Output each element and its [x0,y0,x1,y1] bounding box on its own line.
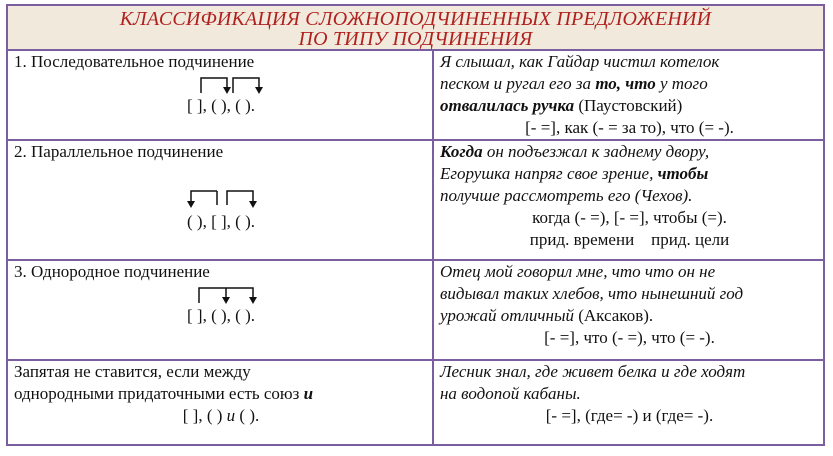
example-formula: [- =], что (- =), что (= -). [544,328,715,347]
example-formula: [- =], как (- = за то), что (= -). [525,118,734,137]
scheme-part: ( ). [235,406,260,425]
conjunction: и [303,384,314,403]
type-scheme: ( ), [ ], ( ). [187,212,255,231]
note-purpose: прид. цели [651,230,730,249]
example-line-1: Отец мой говорил мне, что что он не [440,262,716,281]
note-time: прид. времени [529,230,635,249]
type-name: 2. Параллельное подчинение [14,142,224,161]
type-name: 1. Последовательное подчинение [14,52,255,71]
example-line-3 [440,95,819,117]
example-highlight: чтобы [657,164,709,183]
table-row-homogeneous [8,260,823,360]
example-line-3: получше рассмотреть его (Чехов). [440,186,693,205]
example-line-1: Лесник знал, где живет белка и где ходят [440,362,746,381]
example-formula: [- =], (где= -) и (где= -). [545,406,714,425]
homogeneous-scheme-arrows [171,283,271,305]
example-line-2 [440,73,819,95]
rule-line-1: Запятая не ставится, если между [14,362,251,381]
example-highlight: то, что [595,74,656,93]
table-row-sequential [8,51,823,140]
example-author: (Аксаков). [573,306,654,325]
example-cell [433,140,823,260]
example-line-2 [440,163,819,185]
example-cell [433,360,823,445]
table-row-no-comma [8,360,823,445]
rule-line-2 [14,383,428,405]
type-cell [8,260,433,360]
example-formula: когда (- =), [- =], чтобы (=). [532,208,727,227]
sequential-scheme-arrows [171,73,271,95]
rule-text: однородными придаточными есть союз [14,384,304,403]
example-line-1: Я слышал, как Гайдар чистил котелок [440,52,720,71]
example-notes [440,229,819,251]
example-cell [433,51,823,140]
type-cell [8,140,433,260]
type-cell [8,360,433,445]
type-cell [8,51,433,140]
title-line-2: ПО ТИПУ ПОДЧИНЕНИЯ [298,28,533,50]
title-line-1: КЛАССИФИКАЦИЯ СЛОЖНОПОДЧИНЕННЫХ ПРЕДЛОЖЕНИЙ [119,8,712,30]
scheme-part: [ ], ( ) [182,406,227,425]
example-text: он подъезжал к заднему двору, [482,142,710,161]
scheme-conjunction: и [226,406,236,425]
example-text: у того [655,74,708,93]
table-title [8,6,823,51]
table-row-parallel [8,140,823,260]
example-text: песком и ругал его за [440,74,596,93]
example-text: урожай отличный [440,306,574,325]
types-table [8,51,823,445]
example-line-1 [440,141,819,163]
example-line-2: видывал таких хлебов, что нынешний год [440,284,744,303]
example-text: Егорушка напряг свое зрение, [440,164,658,183]
type-scheme: [ ], ( ), ( ). [187,306,255,325]
type-name: 3. Однородное подчинение [14,262,210,281]
type-scheme: [ ], ( ), ( ). [187,96,255,115]
parallel-scheme-arrows [171,167,271,211]
example-highlight: Когда [440,142,483,161]
example-cell [433,260,823,360]
type-scheme [14,405,428,427]
example-line-2: на водопой кабаны. [440,384,581,403]
example-author: (Паустовский) [574,96,683,115]
classification-table [6,4,825,446]
example-line-3 [440,305,819,327]
example-highlight: отвалилась ручка [440,96,575,115]
